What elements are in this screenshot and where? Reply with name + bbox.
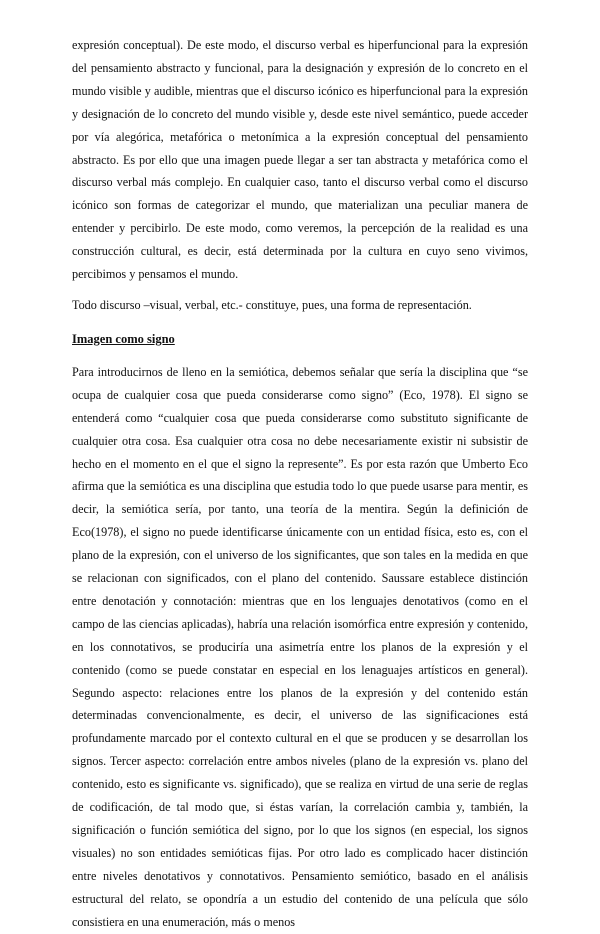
section-heading: Imagen como signo bbox=[72, 331, 175, 346]
body-paragraph: Para introducirnos de lleno en la semiótica, debemos señalar que sería la disciplina que “se ocupa de cualquier cosa que pueda considerarse como signo” (Eco, 1978). El signo se entenderá como “cualquier cosa que pueda considerarse como substituto significante de cualquier otra cosa. Esa cualquier otra cosa no debe necesariamente existir ni subsistir de hecho en el momento en el que el signo la represente”. Es por esta razón que Umberto Eco afirma que la semiótica es una disciplina que estudia todo lo que puede usarse para mentir, es decir, la semiótica sería, por tanto, una teoría de la mentira. Según la definición de Eco(1978), el signo no puede identificarse únicamente con un entidad física, esto es, con el plano de la expresión, con el universo de los significantes, que son tales en la medida en que se relacionan con significados, con el plano del contenido. Saussare establece distinción entre denotación y connotación: mientras que en los lenguajes denotativos (como en el campo de las ciencias aplicadas), habría una relación isomórfica entre expresión y contenido, en los connotativos, se produciría una asimetría entre los planos de la expresión y el contenido (como se puede constatar en especial en los lenaguajes artísticos en general). Segundo aspecto: relaciones entre los planos de la expresión y del contenido están determinadas convencionalmente, es decir, el universo de las significaciones está profundamente marcado por el contexto cultural en el que se producen y se desarrollan los signos. Tercer aspecto: correlación entre ambos niveles (plano de la expresión vs. plano del contenido, esto es significante vs. significado), que se realiza en virtud de una serie de reglas de codificación, de tal modo que, si éstas varían, la correlación cambia y, también, la significación o función semiótica del signo, por lo que los signos (en especial, los signos visuales) no son entidades semióticas fijas. Por otro lado es complicado hacer distinción entre niveles denotativos y connotativos. Pensamiento semiótico, basado en el análisis estructural del relato, se opondría a un estudio del contenido de una película que sólo consistiera en una enumeración, más o menos bbox=[72, 364, 528, 929]
body-paragraph: expresión conceptual). De este modo, el discurso verbal es hiperfuncional para la expresión del pensamiento abstracto y funcional, para la designación y expresión de lo concreto en el mundo visible y audible, mientras que el discurso icónico es hiperfuncional para la expresión y designación de lo concreto del mundo visible y, desde este nivel semántico, puede acceder por vía alegórica, metafórica o metonímica a la expresión conceptual del pensamiento abstracto. Es por ello que una imagen puede llegar a ser tan abstracta y metafórica como el discurso verbal más complejo. En cualquier caso, tanto el discurso verbal como el discurso icónico son formas de categorizar el mundo, que materializan una peculiar manera de entender y percibirlo. De este modo, como veremos, la percepción de la realidad es una construcción cultural, es decir, está determinada por la cultura en cuyo seno vivimos, percibimos y pensamos el mundo. bbox=[72, 38, 528, 282]
body-paragraph: Todo discurso –visual, verbal, etc.- constituye, pues, una forma de representación. bbox=[72, 297, 472, 312]
